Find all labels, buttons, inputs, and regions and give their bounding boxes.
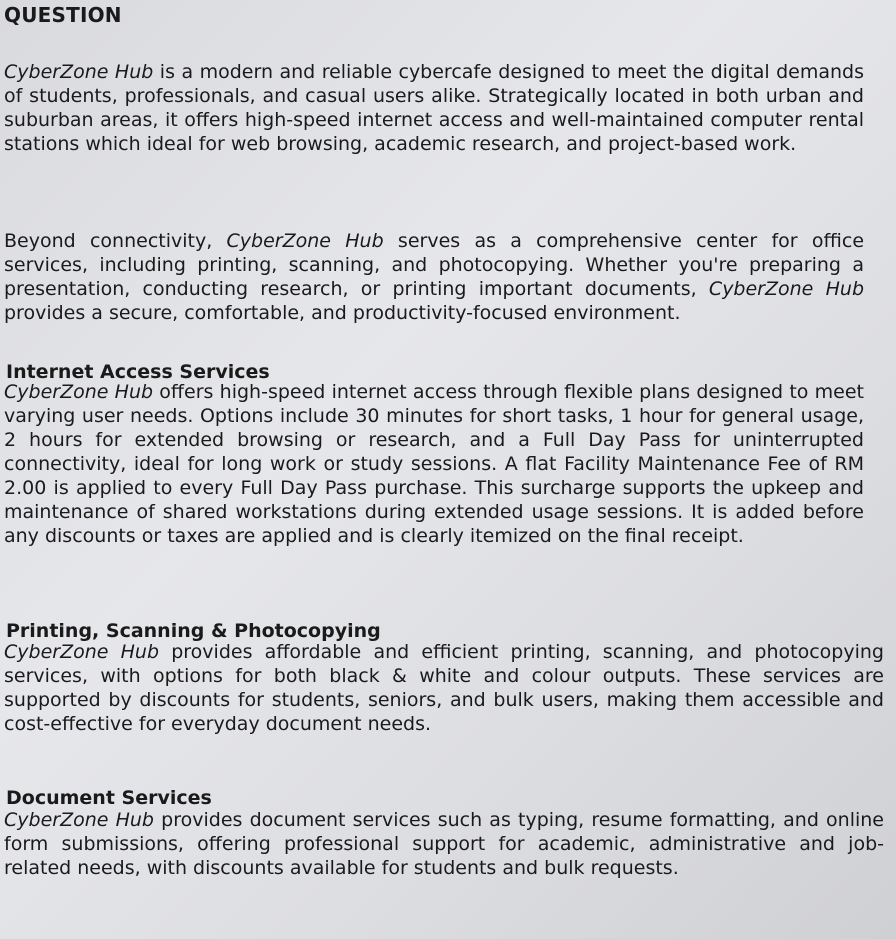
section-body-document-text: provides document services such as typing, resume formatting, and online form submissions, offering professional support for academic, administrative and job-related needs, with discounts available for students and bulk requests. [4,809,884,879]
brand-name: CyberZone Hub [4,809,154,831]
section-body-internet-text: offers high-speed internet access through flexible plans designed to meet varying user needs. Options include 30 minutes for short tasks, 1 hour for general usage, 2 hours for extended browsing or research, and a Full Day Pass for uninterrupted connectivity, ideal for long work or study sessions. A flat Facility Maintenance Fee of RM 2.00 is applied to every Full Day Pass purchase. This surcharge supports the upkeep and maintenance of shared workstations during extended usage sessions. It is added before any discounts or taxes are applied and is clearly itemized on the final receipt. [4,381,864,547]
section-title-internet: Internet Access Services [6,361,270,383]
intro-paragraph-1 [4,60,864,156]
page-title: QUESTION [4,3,122,27]
brand-name: CyberZone Hub [4,381,154,403]
intro-paragraph-2-start: Beyond connectivity, [4,230,227,252]
section-body-internet [4,380,864,548]
brand-name: CyberZone Hub [708,278,865,300]
section-title-document: Document Services [6,787,212,809]
intro-paragraph-1-text: is a modern and reliable cybercafe designed to meet the digital demands of students, professionals, and casual users alike. Strategically located in both urban and suburban areas, it offers high-speed internet access and well-maintained computer rental stations which ideal for web browsing, academic research, and project-based work. [4,61,865,155]
intro-paragraph-2 [4,229,864,325]
brand-name: CyberZone Hub [4,61,154,83]
intro-paragraph-2-end: provides a secure, comfortable, and productivity-focused environment. [4,302,681,324]
intro-paragraph-2-mid: serves as a comprehensive center for office services, including printing, scanning, and photocopying. Whether you're preparing a presentation, conducting research, or printing important documents, [4,230,865,300]
section-body-document [4,808,884,880]
brand-name: CyberZone Hub [226,230,384,252]
section-body-printing [4,640,884,736]
section-body-printing-text: provides affordable and efficient printing, scanning, and photocopying services, with options for both black & white and colour outputs. These services are supported by discounts for students, seniors, and bulk users, making them accessible and cost-effective for everyday document needs. [4,641,884,735]
section-title-printing: Printing, Scanning & Photocopying [6,620,381,642]
brand-name: CyberZone Hub [4,641,160,663]
